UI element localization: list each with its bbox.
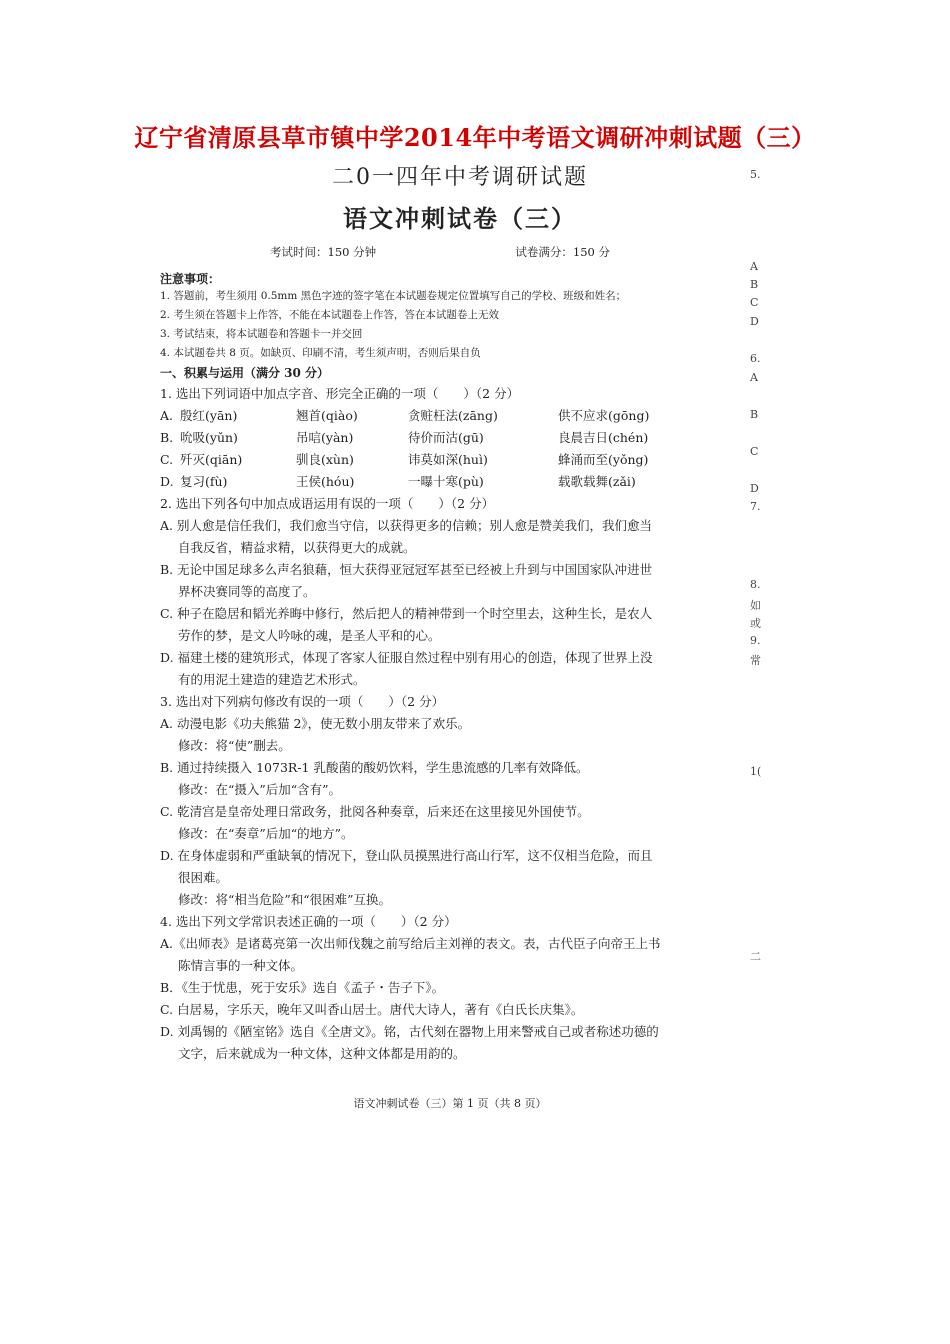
edge-mark: B: [750, 408, 759, 421]
exam-subtitle: 语文冲刺试卷（三）: [343, 204, 577, 233]
option-term: 殷红(yān): [180, 408, 238, 423]
edge-mark: A: [750, 371, 758, 384]
option-term: 翘首(qiào): [296, 408, 358, 423]
option-term: 贪赃枉法(zāng): [408, 408, 498, 423]
exam-title: 二0一四年中考调研试题: [332, 165, 588, 190]
notes-heading: 注意事项：: [160, 272, 221, 286]
q3-option-a: A. 动漫电影《功夫熊猫 2》，使无数小朋友带来了欢乐。: [160, 716, 471, 731]
edge-mark: 8.: [750, 578, 761, 591]
option-term: 一曝十寒(pù): [408, 474, 484, 489]
note-item: 3. 考试结束，将本试题卷和答题卡一并交回: [160, 328, 363, 340]
option-letter: B.: [160, 430, 174, 445]
note-item: 2. 考生须在答题卡上作答，不能在本试题卷上作答，答在本试题卷上无效: [160, 309, 499, 321]
q3-option-a-fix: 修改：将“使”删去。: [178, 738, 291, 753]
q4-option-d: D. 刘禹锡的《陋室铭》选自《全唐文》。铭，古代刻在器物上用来警戒自己或者称述功德的: [160, 1024, 659, 1039]
question-4-stem: 4. 选出下列文学常识表述正确的一项（ ）（2 分）: [160, 914, 457, 929]
edge-mark: 5.: [750, 168, 761, 181]
q4-option-b: B．《生于忧患，死于安乐》选自《孟子・告子下》。: [160, 980, 445, 995]
exam-time: 考试时间：150 分钟: [270, 245, 377, 259]
q3-option-b: B. 通过持续摄入 1073R-1 乳酸菌的酸奶饮料，学生患流感的几率有效降低。: [160, 760, 589, 775]
option-term: 待价而沽(gū): [408, 430, 484, 445]
option-term: 王侯(hóu): [296, 474, 355, 489]
q3-option-d-cont: 很困难。: [178, 870, 229, 885]
option-term: 歼灭(qiān): [180, 452, 243, 467]
scanned-page: [160, 160, 720, 1111]
q2-option-d: D. 福建土楼的建筑形式，体现了客家人征服自然过程中别有用心的创造，体现了世界上没: [160, 650, 653, 665]
q3-option-c: C. 乾清宫是皇帝处理日常政务，批阅各种奏章，后来还在这里接见外国使节。: [160, 804, 590, 819]
edge-mark: 如: [750, 599, 761, 612]
edge-mark: 9.: [750, 634, 761, 647]
option-term: 驯良(xùn): [296, 452, 354, 467]
note-item: 1. 答题前，考生须用 0.5mm 黑色字迹的签字笔在本试题卷规定位置填写自己的学校、班级和姓名；: [160, 290, 627, 302]
edge-mark: D: [750, 482, 759, 495]
q1-option-row: [160, 427, 720, 449]
edge-mark: C: [750, 296, 759, 309]
option-term: 吊唁(yàn): [296, 430, 354, 445]
edge-mark: C: [750, 445, 759, 458]
option-term: 载歌载舞(zǎi): [558, 474, 636, 489]
document-banner-title: 辽宁省清原县草市镇中学2014年中考语文调研冲刺试题（三）: [134, 123, 816, 152]
exam-meta: [270, 244, 610, 260]
q2-option-b: B. 无论中国足球多么声名狼藉，恒大获得亚冠冠军甚至已经被上升到与中国国家队冲进世: [160, 562, 653, 577]
edge-mark: 7.: [750, 500, 761, 513]
q1-option-row: [160, 405, 720, 427]
q2-option-b-cont: 界杯决赛同等的高度了。: [178, 584, 316, 599]
option-term: 良晨吉日(chén): [558, 430, 649, 445]
option-term: 复习(fù): [180, 474, 228, 489]
q2-option-c-cont: 劳作的梦，是文人吟咏的魂，是圣人平和的心。: [178, 628, 441, 643]
page-footer: 语文冲刺试卷（三）第 1 页（共 8 页）: [353, 1097, 547, 1110]
q1-option-row: [160, 471, 720, 493]
q2-option-c: C. 种子在隐居和韬光养晦中修行，然后把人的精神带到一个时空里去，这种生长，是农人: [160, 606, 653, 621]
full-score: 试卷满分：150 分: [515, 245, 610, 259]
option-letter: A.: [160, 408, 174, 423]
option-term: 供不应求(gōng): [558, 408, 650, 423]
note-item: 4. 本试题卷共 8 页。如缺页、印刷不清，考生须声明，否则后果自负: [160, 347, 481, 359]
q3-option-c-fix: 修改：在“奏章”后加“的地方”。: [178, 826, 354, 841]
q1-option-row: [160, 449, 720, 471]
edge-mark: B: [750, 278, 759, 291]
option-term: 吮吸(yǔn): [180, 430, 238, 445]
edge-mark: 1(: [750, 765, 762, 778]
option-letter: D.: [160, 474, 174, 489]
edge-mark: 6.: [750, 352, 761, 365]
section-heading: 一、积累与运用（满分 30 分）: [160, 366, 330, 380]
option-letter: C.: [160, 452, 174, 467]
q4-option-c: C. 白居易，字乐天，晚年又叫香山居士。唐代大诗人，著有《白氏长庆集》。: [160, 1002, 584, 1017]
q3-option-d-fix: 修改：将“相当危险”和“很困难”互换。: [178, 892, 392, 907]
q4-option-d-cont: 文字，后来就成为一种文体，这种文体都是用韵的。: [178, 1046, 466, 1061]
question-2-stem: 2. 选出下列各句中加点成语运用有误的一项（ ）（2 分）: [160, 496, 495, 511]
q4-option-a: A.《出师表》是诸葛亮第一次出师伐魏之前写给后主刘禅的表文。表，古代臣子向帝王上书: [160, 936, 661, 951]
edge-mark: 二: [750, 950, 761, 963]
q4-option-a-cont: 陈情言事的一种文体。: [178, 958, 304, 973]
q2-option-a-cont: 自我反省，精益求精，以获得更大的成就。: [178, 540, 416, 555]
option-term: 讳莫如深(huì): [408, 452, 488, 467]
question-3-stem: 3. 选出对下列病句修改有误的一项（ ）（2 分）: [160, 694, 445, 709]
q2-option-d-cont: 有的用泥土建造的建造艺术形式。: [178, 672, 366, 687]
option-term: 蜂涌而至(yǒng): [558, 452, 649, 467]
q3-option-d: D. 在身体虚弱和严重缺氧的情况下，登山队员摸黑进行高山行军，这不仅相当危险，而且: [160, 848, 653, 863]
q3-option-b-fix: 修改：在“摄入”后加“含有”。: [178, 782, 342, 797]
q2-option-a: A. 别人愈是信任我们，我们愈当守信，以获得更多的信赖；别人愈是赞美我们，我们愈当: [160, 518, 652, 533]
edge-mark: 或: [750, 617, 761, 630]
edge-mark: 常: [750, 654, 761, 667]
question-1-stem: 1. 选出下列词语中加点字音、形完全正确的一项（ ）（2 分）: [160, 386, 520, 401]
edge-mark: A: [750, 260, 758, 273]
edge-mark: D: [750, 315, 759, 328]
